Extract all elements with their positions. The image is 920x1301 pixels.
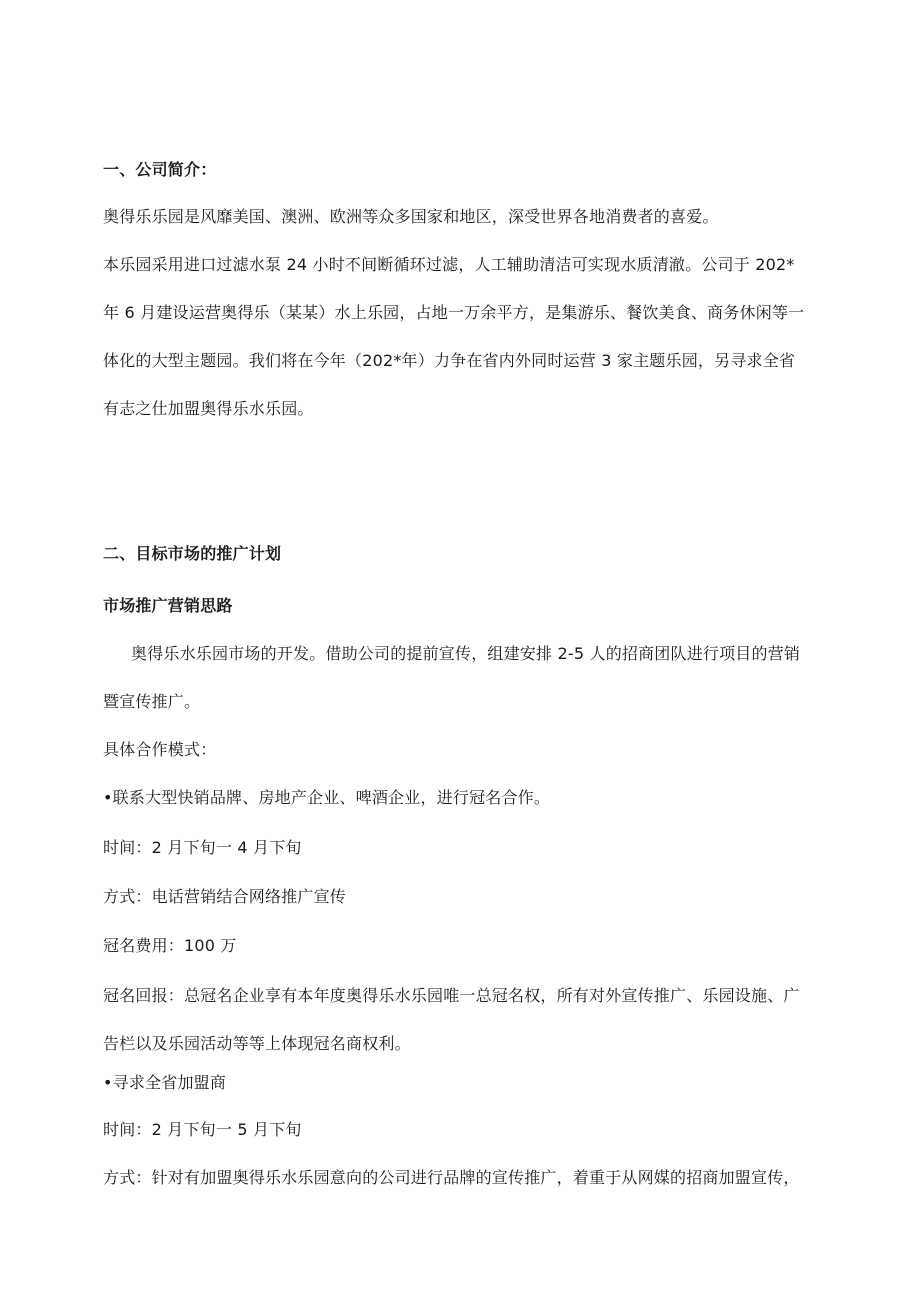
section2-intro-line: 奥得乐水乐园市场的开发。借助公司的提前宣传，组建安排 2-5 人的招商团队进行项目的营销: [131, 644, 801, 663]
item1-reward-line: 冠名回报：总冠名企业享有本年度奥得乐水乐园唯一总冠名权，所有对外宣传推广、乐园设施、广: [103, 986, 800, 1005]
item2-title: •寻求全省加盟商: [103, 1073, 227, 1092]
item1-reward-line: 告栏以及乐园活动等等上体现冠名商权利。: [103, 1034, 411, 1053]
section1-heading: 一、公司简介：: [103, 160, 217, 179]
item2-time: 时间：2 月下旬一 5 月下旬: [103, 1120, 302, 1139]
cooperation-mode-label: 具体合作模式：: [103, 740, 217, 759]
item1-method: 方式：电话营销结合网络推广宣传: [103, 887, 347, 906]
section2-heading: 二、目标市场的推广计划: [103, 544, 282, 563]
item1-title: •联系大型快销品牌、房地产企业、啤酒企业，进行冠名合作。: [103, 788, 551, 807]
section2-subheading: 市场推广营销思路: [103, 596, 233, 615]
section1-paragraph: 奥得乐乐园是风靡美国、澳洲、欧洲等众多国家和地区，深受世界各地消费者的喜爱。: [103, 207, 719, 226]
section2-intro-line: 暨宣传推广。: [103, 692, 201, 711]
section1-paragraph-line: 体化的大型主题园。我们将在今年（202*年）力争在省内外同时运营 3 家主题乐园，另寻求全省: [103, 351, 796, 370]
section1-paragraph-line: 本乐园采用进口过滤水泵 24 小时不间断循环过滤，人工辅助清洁可实现水质清澈。公司于 202*: [103, 255, 795, 274]
item1-fee: 冠名费用：100 万: [103, 936, 237, 955]
item2-method: 方式：针对有加盟奥得乐水乐园意向的公司进行品牌的宣传推广，着重于从网媒的招商加盟宣传，: [103, 1168, 800, 1187]
section1-paragraph-line: 有志之仕加盟奥得乐水乐园。: [103, 399, 314, 418]
item1-time: 时间：2 月下旬一 4 月下旬: [103, 838, 302, 857]
section1-paragraph-line: 年 6 月建设运营奥得乐（某某）水上乐园，占地一万余平方，是集游乐、餐饮美食、商务休闲等一: [103, 303, 805, 322]
